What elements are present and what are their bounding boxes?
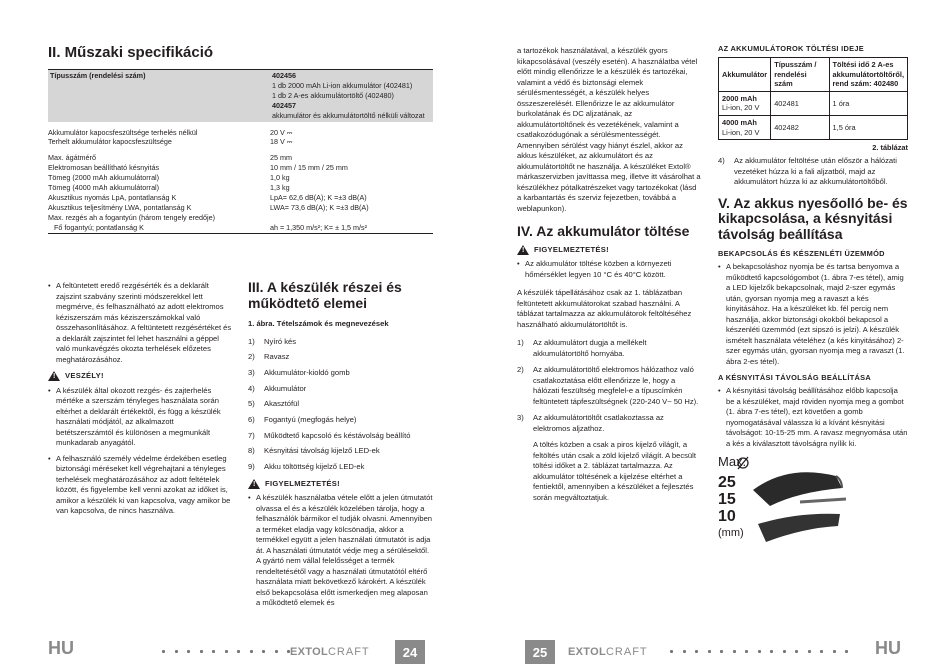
spec-row [48,163,433,173]
max-label: Max. [718,454,747,470]
parts-list [248,337,434,473]
battery-capacity: 4000 mAh [722,117,757,127]
spec-section [48,44,433,234]
list-item [517,338,702,359]
section-title-specs: II. Műszaki specifikáció [48,44,214,61]
spec-key: Terhelt akkumulátor kapocsfeszültsége [48,137,172,147]
spec-value: 20 V ⎓ [270,127,293,137]
table-cell: 1 óra [829,91,907,115]
spec-model-2-line1: akkumulátor és akkumulátortöltő nélküli változat [272,110,425,120]
warning-label: FIGYELMEZTETÉS! [265,478,340,488]
list-item: 3) Akkumulátor-kioldó gomb [248,367,350,377]
figure-caption: 1. ábra. Tételszámok és megnevezések [248,319,389,328]
part-label: Akkumulátor [264,383,307,393]
step-number: 4) [718,156,725,166]
brand-suffix: CRAFT [327,646,370,658]
spec-header-key: Típusszám (rendelési szám) [50,71,146,80]
page-number: 24 [395,640,425,664]
part-label: Akasztófül [264,399,300,409]
spec-row [48,193,433,203]
part-label: Fogantyú (megfogás helye) [264,414,357,424]
spec-key: Fő fogantyú; pontatlanság K [54,222,144,232]
spec-value: 1,0 kg [270,173,290,183]
warning-icon: ! [48,371,60,381]
spec-key: Akkumulátor kapocsfeszültsége terhelés nélkül [48,127,198,137]
right-page [475,0,950,672]
list-item: 6) Fogantyú (megfogás helye) [248,414,357,424]
spec-model-2: 402457 [272,100,296,110]
spec-value [270,213,433,223]
spec-row [48,213,433,223]
table-cell [719,91,771,115]
bullet-read-manual: • A készülék használatba vétele előtt a jelen útmutatót olvassa el és a készülék közelében tárolja, hogy a felhasználók bármikor el tudják olvasni. Amennyiben a terméket eladja vagy kölcsönadja, akkor a termékkel együtt a jelen használati útmutatót is adja át. A használati útmutatót védje meg a sérülésektől. A gyártó nem vállal felelősséget a termék rendeltetésétől vagy a használati útmutatótól eltérő használata miatt bekövetkező károkért. A készülék első bekapcsolása előtt ismerkedjen meg alaposan a működtető elemek és [248,493,434,609]
section-title-charging: IV. Az akkumulátor töltése [517,223,690,239]
battery-spec: Li-ion, 20 V [722,127,760,137]
spec-key: Elektromosan beállítható késnyitás [48,163,160,173]
spec-model-1: 402456 [272,71,296,80]
spec-row [48,128,433,138]
language-code: HU [875,638,901,658]
spec-row [48,173,433,183]
blade-opening-figure [718,454,848,550]
spec-key: Tömeg (4000 mAh akkumulátorral) [48,183,160,193]
battery-capacity: 2000 mAh [722,93,757,103]
table-cell: 1,5 óra [829,115,907,139]
spec-row [48,223,433,234]
right-column-1 [517,46,702,508]
warning-danger [48,371,233,382]
step-text: Az akkumulátor feltöltése után először a hálózati vezetéket húzza ki a fali aljzatból, majd az akkumulátort húzza ki az akkumulátortöltőből. [734,156,897,187]
bullet-blade-opening: • A késnyitási távolság beállításához előbb kapcsolja be a készüléket, majd röviden nyomja meg a gombot (1. ábra 7-es tétel), ezt követően a gomb nyomogatásával válassza ki a kívánt késnyitási távolságot: 10-15-25 mm. A ravasz megnyomása után a kés a kiválasztott távolságra nyílik ki. [718,386,908,449]
spec-key: Akusztikus nyomás LpA, pontatlanság K [48,192,177,202]
table-cell: 402481 [771,91,829,115]
spec-key: Max. rezgés ah a fogantyún (három tengely eredője) [48,212,216,222]
list-item [718,156,908,188]
warning-label: VESZÉLY! [65,371,104,380]
spec-value: 1,3 kg [270,183,290,193]
table-header-row [719,58,908,92]
bullet-vibration-note: • A feltüntetett eredő rezgésérték és a deklarált zajszint szabvány szerinti módszerekkel lett megmérve, és felhasználható az adott elektromos kéziszerszám más kéziszerszámokkal való összehasonlításához. A feltüntetett rezgésértéket és a deklarált zajszintet fel lehet használni a géppel való munkavégzés okozta terhelések előzetes meghatározásához. [48,281,233,365]
charging-steps [517,338,702,434]
part-label: Nyíró kés [264,336,297,346]
list-item: 2) Ravasz [248,352,290,362]
section-title-parts: III. A készülék részei és működtető elemei [248,279,402,311]
spec-row [48,137,433,147]
paragraph-battery-types: A készülék tápellátásához csak az 1. táblázatban feltüntetett akkumulátorokat szabad használni. A táblázat tartalmazza az akkumulátorok feltöltéséhez használható akkumulátortöltőt is. [517,288,692,329]
part-label: Késnyitási távolság kijelző LED-ek [264,446,380,456]
right-column-2 [718,44,908,550]
list-item: 1) Nyíró kés [248,336,297,346]
opening-10: 10 [718,508,736,526]
step-number: 1) [517,338,524,347]
part-label: Akkumulátor-kioldó gomb [264,367,350,377]
brand-logo [568,646,648,658]
list-item: 9) Akku töltöttség kijelző LED-ek [248,462,365,471]
spec-key: Tömeg (2000 mAh akkumulátorral) [48,173,160,183]
warning-icon: ! [517,245,529,255]
bullet-temperature: • Az akkumulátor töltése közben a környezeti hőmérséklet legyen 10 °C és 40°C között. [517,259,702,280]
part-label: Akku töltöttség kijelző LED-ek [264,462,365,471]
table-row [719,115,908,139]
brand-suffix: CRAFT [605,646,648,658]
step-text: Az akkumulátortöltőt csatlakoztassa az elektromos aljzathoz. [533,413,664,433]
spec-value: LWA= 73,6 dB(A); K =±3 dB(A) [270,202,369,212]
footer-dots [670,650,848,654]
charging-time-table [718,57,908,140]
spec-value: ah = 1,350 m/s²; K= ± 1,5 m/s² [270,222,368,232]
warning-caution [248,479,434,490]
list-item [517,413,702,434]
step-number: 3) [517,413,524,422]
step-text: Az akkumulátort dugja a mellékelt akkumulátortöltő hornyába. [533,338,647,358]
spec-row [48,203,433,213]
section-title-switching: V. Az akkus nyesőolló be- és kikapcsolása, a késnyitási távolság beállítása [718,194,908,242]
step-number: 2) [517,365,524,374]
part-label: Működtető kapcsoló és késtávolság beállító [264,430,411,440]
spec-model-1-line2: 1 db 2 A-es akkumulátortöltő (402480) [272,90,394,100]
subheading-power-on: BEKAPCSOLÁS ÉS KÉSZENLÉTI ÜZEMMÓD [718,249,885,259]
left-column-text [48,281,233,522]
paragraph-indicator: A töltés közben a csak a piros kijelző világít, a feltöltés után csak a zöld kijelző világít. A becsült töltési időket a 2. táblázat tartalmazza. Az akkumulátor töltésének a kijelzése eltérhet a fentiektől, amennyiben a készüléket a fejlesztés során megváltoztatjuk. [533,440,696,502]
bullet-power-on: • A bekapcsoláshoz nyomja be és tartsa benyomva a működtető kapcsológombot (1. ábra 7-es tétel), amig a LED kijelzők bekapcsolnak, majd 2-szer egymás után, gyorsan nyomja meg a ravaszt a kés kinyitásához. Ha a készüléket kb. fél percig nem használja, akkor biztonsági okokból bekapcsol a készenléti üzemmód (ezt sipszó is jelzi). A készülék ismételt használata vételéhez (a kés kinyitásához) 2-szer egymás után, gyorsan nyomja meg a ravaszt (1. ábra 2-es tétel). [718,262,908,367]
list-item: 5) Akasztófül [248,399,300,409]
subheading-blade-opening: A KÉSNYITÁSI TÁVOLSÁG BEÁLLÍTÁSA [718,373,872,383]
table-cell [719,115,771,139]
list-item: 7) Működtető kapcsoló és késtávolság beállító [248,430,411,440]
brand-name: EXTOL [568,646,606,658]
brand-name: EXTOL [290,646,328,658]
spec-row [48,153,433,163]
language-code: HU [48,638,74,658]
page-number: 25 [525,640,555,664]
table-row [719,91,908,115]
spec-row [48,183,433,193]
footer-dots [162,650,290,654]
spec-model-1-line1: 1 db 2000 mAh Li-ion akkumulátor (402481) [272,80,413,90]
step-text: Az akkumulátortöltő elektromos hálózathoz való csatlakoztatása előtt ellenőrizze le, hogy a hálózati feszültség megfelel-e a típuscímkén feltüntetett tápfeszültségnek (220-240 V~ 50 Hz). [533,365,699,406]
bullet-safety-measure: • A felhasználó személy védelme érdekében esetleg biztonsági méréseket kell végrehajtani a tényleges terhelések meghatározásához az adott feltételek között, és figyelembe kell venni azokat az időket is, amikor a készülék ki van kapcsolva, vagy amikor be van kapcsolva, de nincs használva. [48,454,233,517]
spec-key: Akusztikus teljesítmény LWA, pontatlanság K [48,202,192,212]
warning-label: FIGYELMEZTETÉS! [534,244,609,254]
warning-caution [517,245,702,256]
spec-value: LpA= 62,6 dB(A); K =±3 dB(A) [270,192,367,202]
spec-value: 10 mm / 15 mm / 25 mm [270,163,348,173]
table-caption: 2. táblázat [872,143,908,153]
spec-header-values [272,71,431,121]
spec-value: 18 V ⎓ [270,137,293,147]
table-header: Típusszám / rendelési szám [771,58,829,92]
battery-spec: Li-ion, 20 V [722,103,760,113]
table-header: Töltési idő 2 A-es akkumulátortöltőről, rend szám: 402480 [829,58,907,92]
list-item [517,365,702,407]
parts-column [248,279,434,614]
part-label: Ravasz [264,352,290,362]
bullet-vibration-diff: • A készülék által okozott rezgés- és zajterhelés mértéke a szerszám tényleges használata során eltérhet a deklarált értékektől, és függ a készülék használati módjától, az alkalmazott betétszerszámtól és különösen a megmunkált munkadarab anyagától. [48,386,233,449]
spec-header [48,69,433,122]
spec-key: Max. ágátmérő [48,153,96,163]
paragraph-usage: a tartozékok használatával, a készülék gyors kikapcsolásával (veszély esetén). A használatba vétel előtt mindig ellenőrizze le a készülék és tartozékai, valamint a védő és biztonsági elemek sérülésmentességét, a készülék helyes összeszerelését. Ellenőrizze le az akkumulátor burkolatának és DC aljzatának, az akkumulátortöltőnek és vezetékének, valamint a csatlakozódugónak a sérülésmentességét. Amennyiben sérülést vagy hiányt észlel, akkor az akkus készüléket, az akkumulátort és az akkumulátortöltőt ne használja. A készüléket Extol® márkaszervizben javíttassa meg, illetve itt vásárolhat a készülékhez pótalkatrészeket vagy tartozékokat (lásd a karbantartás és szerviz fejezetben, továbbá a weblapunkon). [517,46,701,213]
table-cell: 402482 [771,115,829,139]
table-header: Akkumulátor [719,58,771,92]
list-item: 8) Késnyitási távolság kijelző LED-ek [248,446,380,456]
table-title: AZ AKKUMULÁTOROK TÖLTÉSI IDEJE [718,44,864,53]
spec-value: 25 mm [270,153,292,163]
brand-logo [290,646,370,658]
warning-icon: ! [248,479,260,489]
opening-25: 25 [718,474,736,492]
opening-15: 15 [718,491,736,509]
unit-label: (mm) [718,527,744,540]
list-item: 4) Akkumulátor [248,383,307,393]
